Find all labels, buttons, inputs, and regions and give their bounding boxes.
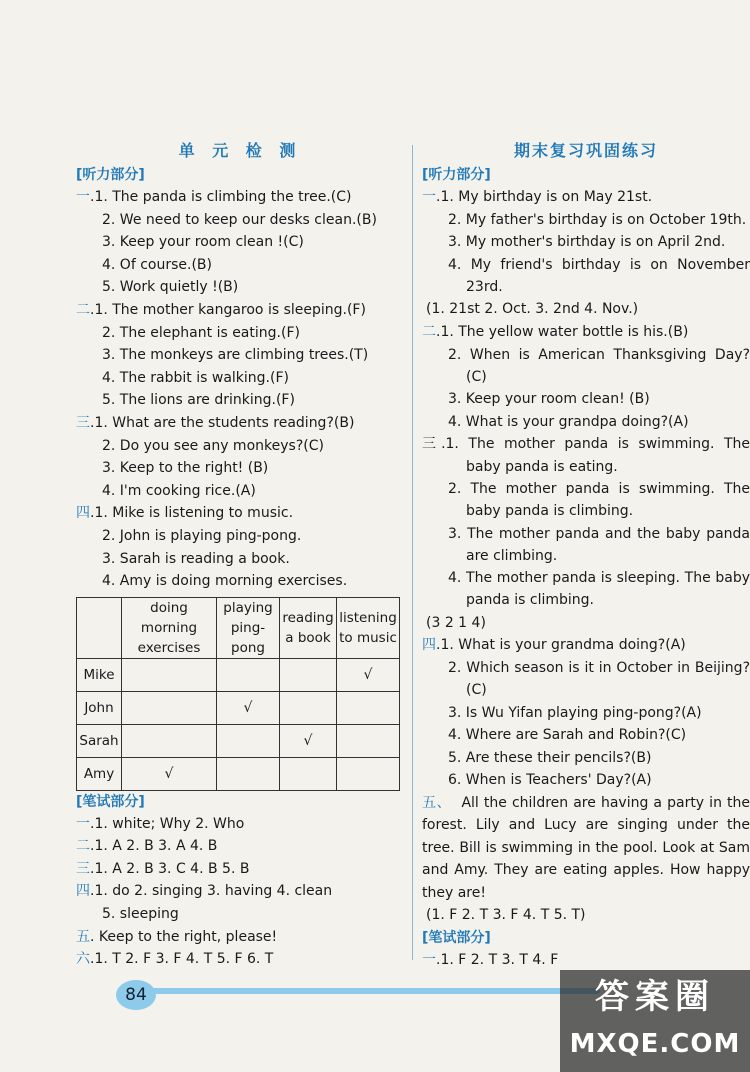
left-s4-line: 3. Sarah is reading a book. [102, 550, 290, 567]
right-s5-answers: (1. F 2. T 3. F 4. T 5. T) [426, 906, 586, 923]
right-s5-passage: 五、 All the children are having a party in the forest. Lily and Lucy are singing under the tree. Bill is swimming in the pool. Look at Sam and Amy. They are eating apples. How happy they are! [422, 794, 750, 901]
left-w5-line: 五. Keep to the right, please! [76, 928, 278, 945]
watermark [560, 970, 750, 1072]
right-s2-line: 二.1. The yellow water bottle is his.(B) [422, 323, 689, 340]
table-cell [122, 658, 217, 691]
left-w4b-line: 5. sleeping [102, 906, 179, 923]
table-cell [280, 658, 337, 691]
table-cell [122, 691, 217, 724]
table-cell: √ [280, 724, 337, 757]
left-listening-header: [听力部分] [76, 167, 145, 183]
left-s2-line: 5. The lions are drinking.(F) [102, 392, 295, 409]
table-row [77, 691, 400, 724]
left-s4-line: 四.1. Mike is listening to music. [76, 505, 294, 522]
left-s3-line: 4. I'm cooking rice.(A) [102, 482, 256, 499]
right-s1-line: 2. My father's birthday is on October 19th. [448, 211, 747, 228]
table-row-name: John [77, 691, 122, 724]
left-w4-line: 四.1. do 2. singing 3. having 4. clean [76, 883, 333, 900]
table-row [77, 658, 400, 691]
right-s1-line: 3. My mother's birthday is on April 2nd. [448, 234, 726, 251]
right-s4-line: 6. When is Teachers' Day?(A) [448, 772, 652, 789]
table-cell [217, 658, 280, 691]
table-cell [280, 757, 337, 790]
table-cell [122, 724, 217, 757]
right-title: 期末复习巩固练习 [513, 141, 658, 160]
table-cell [337, 757, 400, 790]
right-s1-line: 一.1. My birthday is on May 21st. [422, 189, 653, 205]
left-w2-line: 二.1. A 2. B 3. A 4. B [76, 838, 218, 855]
table-row [77, 724, 400, 757]
table-cell: √ [122, 757, 217, 790]
right-s3-line: 3. The mother panda and the baby panda are climbing. [448, 525, 750, 564]
table-cell [337, 691, 400, 724]
left-s1-line: 3. Keep your room clean !(C) [102, 234, 304, 251]
right-s4-line: 2. Which season is it in October in Beijing? (C) [448, 659, 750, 699]
table-cell [280, 691, 337, 724]
left-s1-line: 4. Of course.(B) [102, 256, 212, 273]
right-s1-answers: (1. 21st 2. Oct. 3. 2nd 4. Nov.) [426, 301, 639, 318]
left-written-header: [笔试部分] [76, 793, 145, 810]
right-written-header: [笔试部分] [422, 929, 491, 946]
left-s2-line: 2. The elephant is eating.(F) [102, 324, 300, 341]
table-cell: √ [217, 691, 280, 724]
table-row-name: Amy [77, 757, 122, 790]
right-s3-line: 4. The mother panda is sleeping. The baby panda is climbing. [448, 570, 750, 609]
left-column [76, 138, 404, 971]
right-s4-line: 5. Are these their pencils?(B) [448, 749, 652, 766]
left-s3-line: 3. Keep to the right! (B) [102, 460, 269, 477]
right-listening-header: [听力部分] [422, 167, 491, 183]
column-divider [412, 145, 413, 960]
table-cell [217, 724, 280, 757]
table-cell [337, 724, 400, 757]
table-cell: √ [337, 658, 400, 691]
left-s2-line: 二.1. The mother kangaroo is sleeping.(F) [76, 301, 366, 318]
right-s3-answers: (3 2 1 4) [426, 614, 486, 631]
left-s2-line: 3. The monkeys are climbing trees.(T) [102, 347, 369, 364]
right-w1-line: 一.1. F 2. T 3. T 4. F [422, 951, 559, 968]
table-corner-cell [77, 597, 122, 658]
right-s4-line: 4. Where are Sarah and Robin?(C) [448, 727, 687, 744]
left-s1-line: 5. Work quietly !(B) [102, 279, 239, 296]
right-s2-line: 4. What is your grandpa doing?(A) [448, 413, 689, 430]
right-s3-line: 三.1. The mother panda is swimming. The baby panda is eating. [422, 436, 750, 475]
left-s1-line: 2. We need to keep our desks clean.(B) [102, 211, 377, 228]
table-row-name: Mike [77, 658, 122, 691]
watermark-title: 答案圈 [595, 977, 715, 1017]
left-s3-line: 2. Do you see any monkeys?(C) [102, 437, 324, 454]
table-header-cell: listening to music [337, 597, 400, 658]
table-row [77, 757, 400, 790]
watermark-url: MXQE.COM [569, 1029, 741, 1059]
left-s4-line: 2. John is playing ping-pong. [102, 527, 302, 544]
right-s1-line: 4. My friend's birthday is on November 23rd. [448, 256, 750, 296]
right-column [422, 138, 750, 971]
right-s2-line: 3. Keep your room clean! (B) [448, 391, 650, 408]
left-w3-line: 三.1. A 2. B 3. C 4. B 5. B [76, 860, 250, 877]
page-footer-bar [150, 988, 600, 994]
right-s4-line: 3. Is Wu Yifan playing ping-pong?(A) [448, 704, 702, 721]
left-s2-line: 4. The rabbit is walking.(F) [102, 369, 289, 386]
left-title: 单 元 检 测 [178, 141, 302, 160]
table-header-cell: reading a book [280, 597, 337, 658]
page-number: 84 [116, 980, 156, 1010]
table-cell [217, 757, 280, 790]
left-s3-line: 三.1. What are the students reading?(B) [76, 414, 355, 431]
table-header-cell: playing ping-pong [217, 597, 280, 658]
left-s4-line: 4. Amy is doing morning exercises. [102, 573, 348, 590]
left-w6-line: 六.1. T 2. F 3. F 4. T 5. F 6. T [76, 951, 274, 968]
left-s1-line: 一.1. The panda is climbing the tree.(C) [76, 189, 352, 205]
right-s4-line: 四.1. What is your grandma doing?(A) [422, 637, 686, 654]
right-s2-line: 2. When is American Thanksgiving Day? (C) [448, 346, 750, 385]
left-w1-line: 一.1. white; Why 2. Who [76, 815, 245, 832]
table-header-cell: doing morning exercises [122, 597, 217, 658]
activity-table [76, 597, 400, 791]
right-s3-line: 2. The mother panda is swimming. The baby panda is climbing. [448, 480, 750, 520]
table-row-name: Sarah [77, 724, 122, 757]
